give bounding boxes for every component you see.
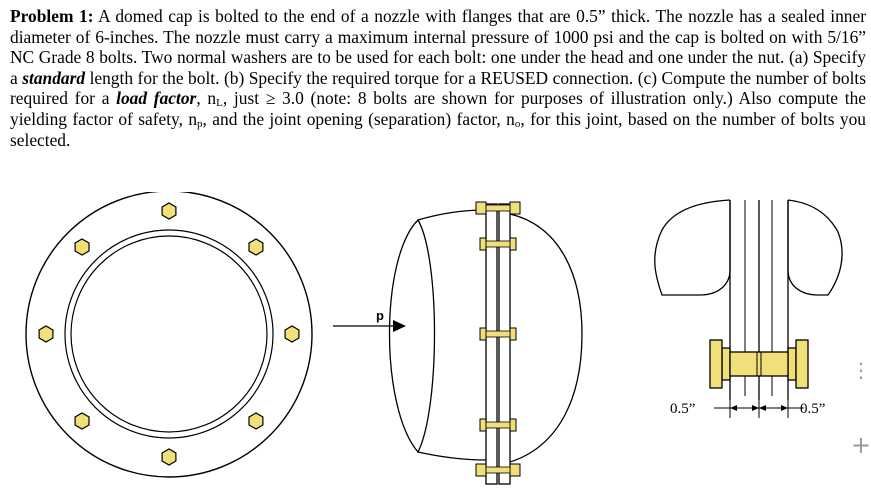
side-bolts bbox=[476, 202, 520, 476]
problem-statement bbox=[10, 6, 866, 150]
bolt-detail-view bbox=[655, 200, 842, 418]
detail-shank bbox=[730, 352, 788, 376]
flange-inner-circle bbox=[65, 230, 273, 438]
bolt-hex-1 bbox=[162, 203, 176, 219]
detail-washer-left bbox=[722, 348, 730, 380]
detail-nut bbox=[796, 340, 808, 388]
side-scroll-indicator[interactable]: ⋮ bbox=[851, 358, 871, 382]
side-bolt-4-head bbox=[480, 419, 486, 431]
dimension-right-thickness: 0.5” bbox=[800, 401, 826, 417]
zoom-plus-button[interactable]: + bbox=[850, 431, 871, 459]
detail-bolt-head bbox=[710, 340, 722, 388]
subscript-o: o bbox=[514, 117, 521, 130]
bolt-hex-2 bbox=[249, 239, 263, 255]
nozzle-cut-ellipse bbox=[390, 220, 435, 452]
bolt-hex-7 bbox=[39, 326, 53, 342]
side-bolt-4-shank bbox=[486, 422, 510, 428]
side-bolt-2-nut bbox=[510, 238, 516, 250]
bolt-hex-4 bbox=[249, 413, 263, 429]
side-bolt-4-nut bbox=[510, 419, 516, 431]
problem-text-2: length for the bolt. (b) Specify the required torque for a REUSED connection. (c) Compute the number of bolts required for a bbox=[10, 67, 866, 109]
side-bolt-3-head bbox=[480, 328, 486, 340]
side-bolt-3-nut bbox=[510, 328, 516, 340]
pressure-label: p bbox=[376, 308, 384, 323]
problem-text-5: , and the joint opening (separation) factor, n bbox=[202, 108, 515, 129]
side-bolt-5-nut bbox=[510, 464, 520, 476]
subscript-p: p bbox=[197, 117, 203, 130]
side-bolt-1-shank bbox=[486, 205, 510, 211]
flange-outer-circle bbox=[26, 192, 312, 477]
problem-text-3: , n bbox=[196, 88, 217, 109]
detail-cap-wall bbox=[788, 200, 842, 295]
side-bolt-5-head bbox=[476, 464, 486, 476]
nozzle-outline bbox=[418, 210, 486, 460]
dimension-left-thickness: 0.5” bbox=[670, 401, 696, 417]
detail-washer-right bbox=[788, 348, 796, 380]
bolt-hex-6 bbox=[75, 413, 89, 429]
problem-text-6: , for this joint, based on the number of bolts you selected. bbox=[10, 108, 866, 150]
subscript-l: L bbox=[216, 97, 223, 110]
flange-bore-circle bbox=[71, 236, 267, 432]
side-bolt-3-shank bbox=[486, 331, 510, 337]
bolt-hex-8 bbox=[75, 239, 89, 255]
side-bolt-2-shank bbox=[486, 241, 510, 247]
domed-cap bbox=[510, 214, 582, 462]
nozzle-side-view bbox=[390, 202, 583, 484]
bolt-hexes bbox=[39, 203, 299, 465]
pressure-arrow bbox=[333, 308, 406, 332]
flange-face-view bbox=[26, 192, 312, 477]
side-bolt-5-shank bbox=[486, 467, 510, 473]
detail-nozzle-wall bbox=[655, 200, 730, 295]
problem-label: Problem 1: bbox=[10, 6, 94, 26]
emphasis-standard: standard bbox=[22, 67, 86, 88]
problem-text-4: , just ≥ 3.0 (note: 8 bolts are shown for purposes of illustration only.) Also compute the yielding factor of safety, n bbox=[10, 88, 867, 129]
bolt-hex-5 bbox=[162, 449, 176, 465]
emphasis-load-factor: load factor bbox=[116, 88, 197, 109]
figure bbox=[0, 192, 871, 493]
side-bolt-1-head bbox=[476, 202, 486, 214]
side-bolt-2-head bbox=[480, 238, 486, 250]
side-bolt-1-nut bbox=[510, 202, 520, 214]
bolt-hex-3 bbox=[285, 326, 299, 342]
problem-text-1: A domed cap is bolted to the end of a nozzle with flanges that are 0.5” thick. The nozzle has a sealed inner diameter of 6-inches. The nozzle must carry a maximum internal pressure of 1000 psi and the cap is bolted on with 5/16” NC Grade 8 bolts. Two normal washers are to be used for each bolt: one under the head and one under the nut. (a) Specify a bbox=[10, 6, 866, 88]
